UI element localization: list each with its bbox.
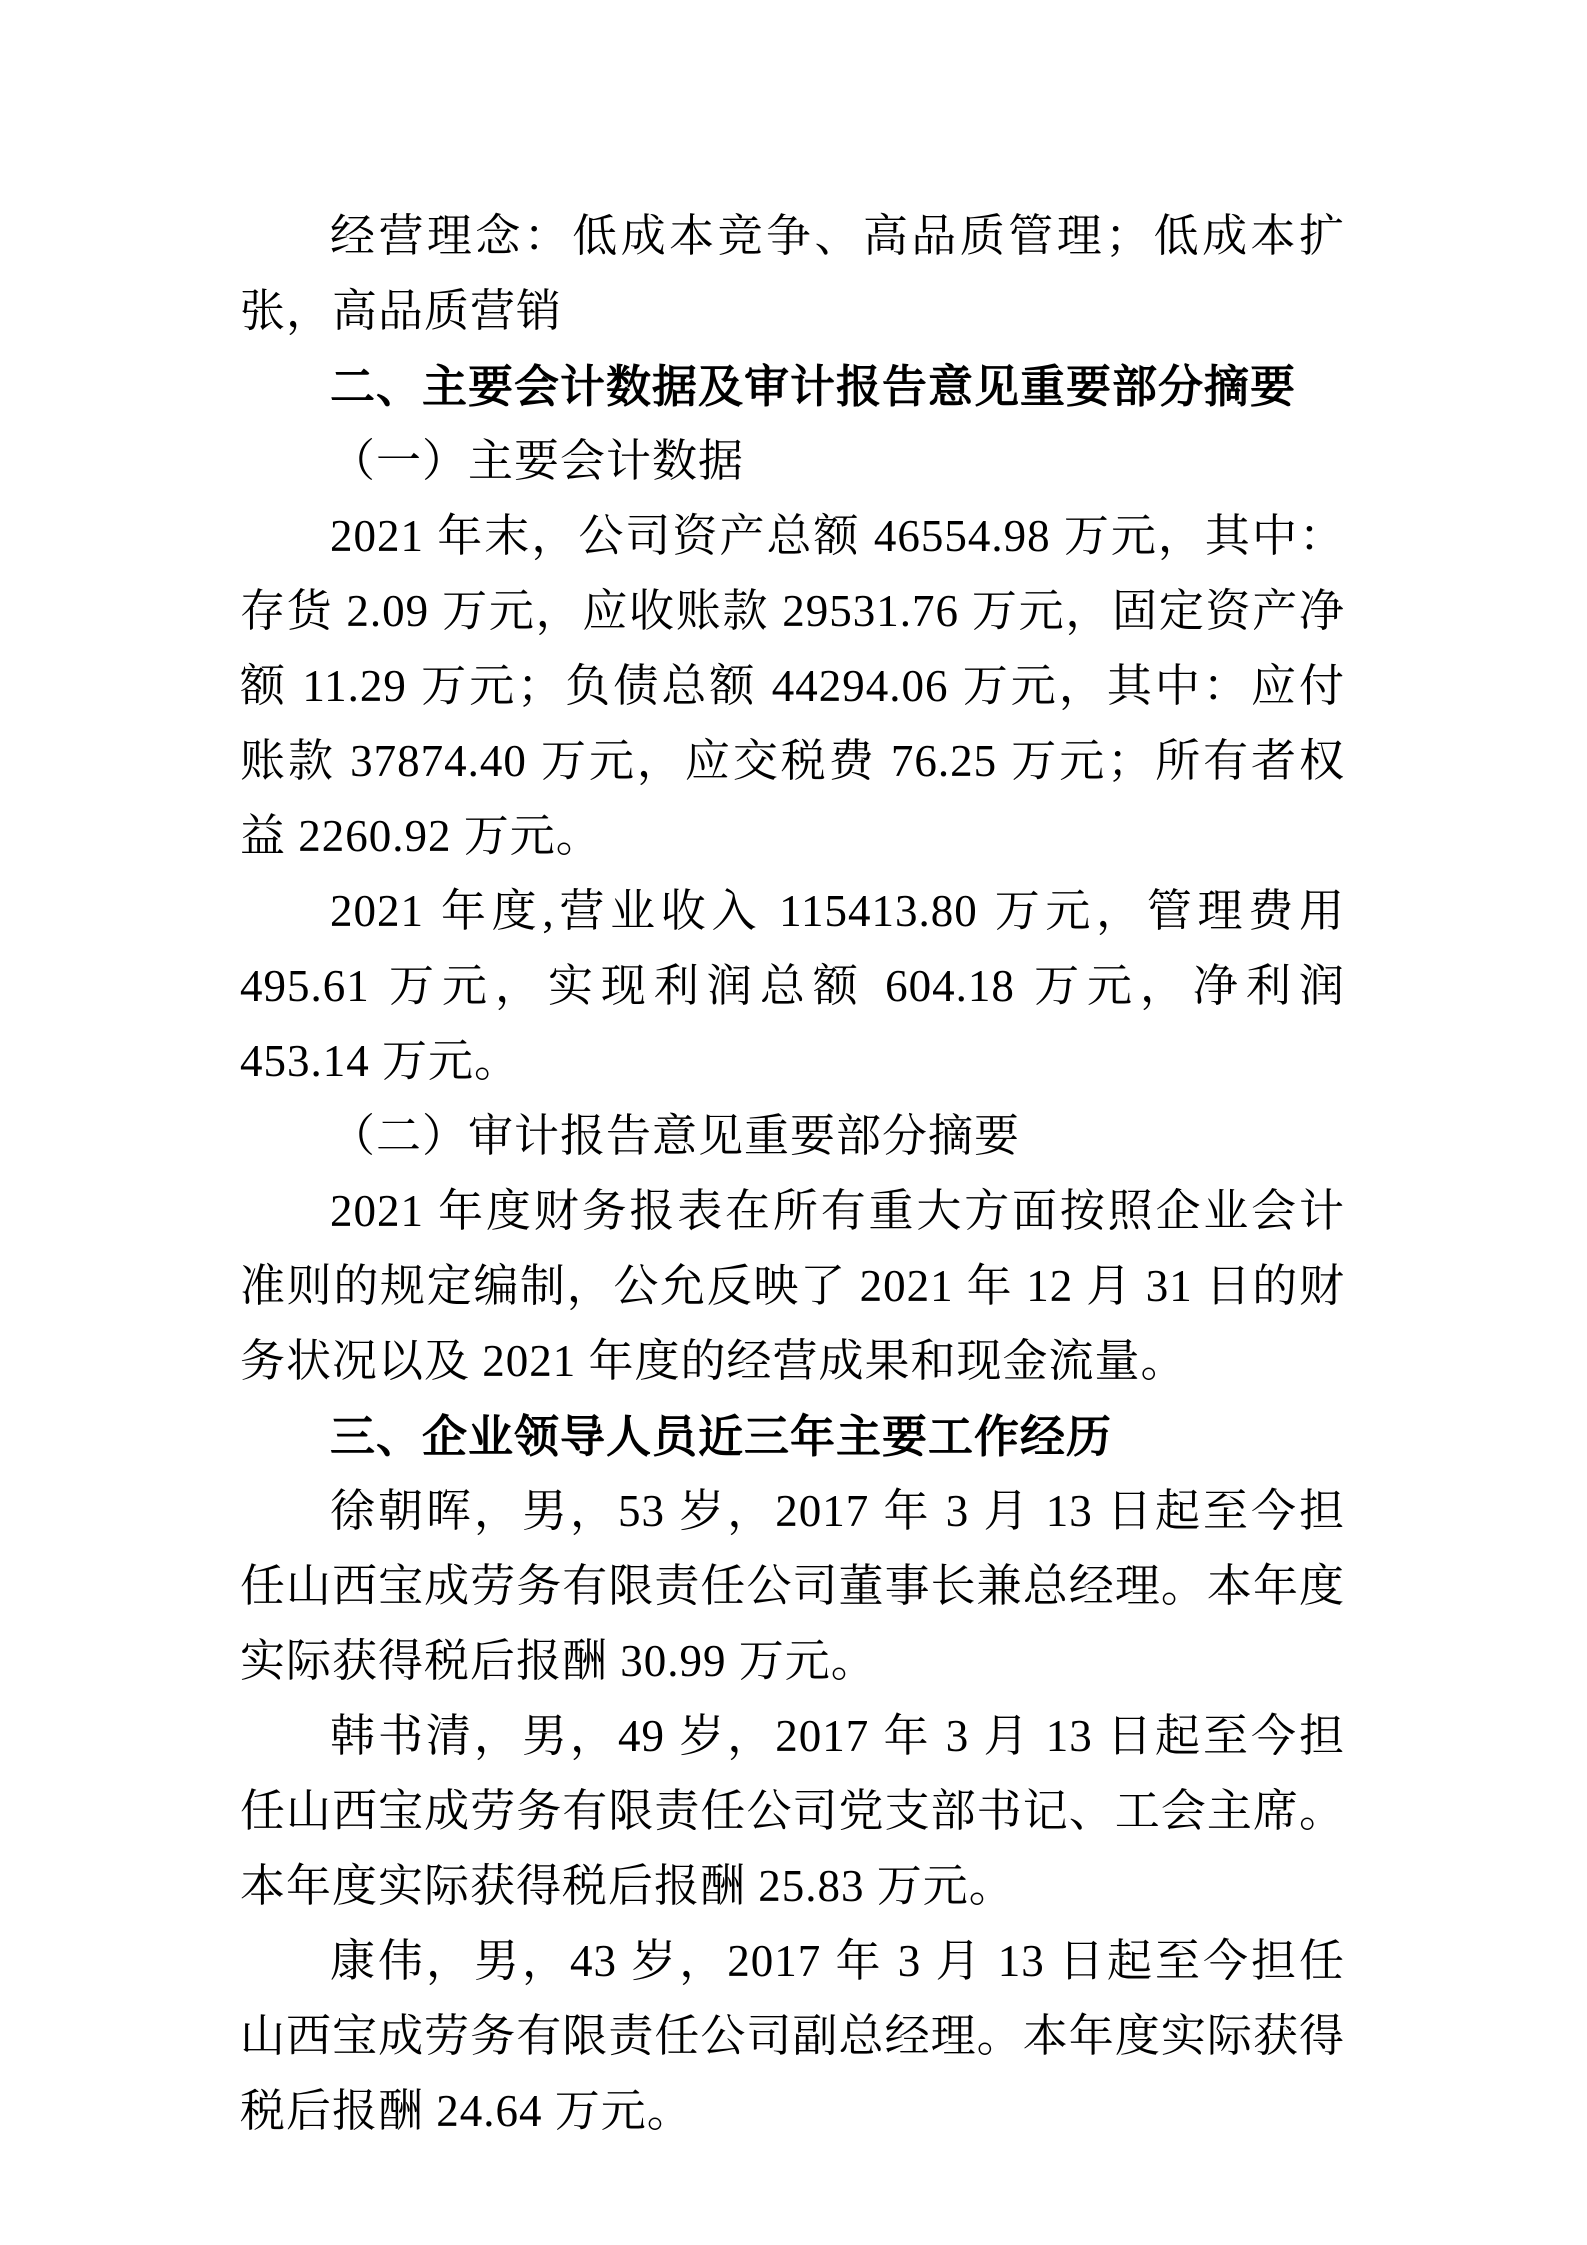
para-leader-han-shuqing: 韩书清，男，49 岁，2017 年 3 月 13 日起至今担任山西宝成劳务有限责任公司党支部书记、工会主席。本年度实际获得税后报酬 25.83 万元。 [240, 1711, 1345, 1911]
para-operating-philosophy: 经营理念：低成本竞争、高品质管理；低成本扩张，高品质营销 [240, 211, 1345, 336]
subheading-main-accounting-data: （一）主要会计数据 [330, 436, 745, 486]
para-leader-xu-zhaohui: 徐朝晖，男，53 岁，2017 年 3 月 13 日起至今担任山西宝成劳务有限责任公司董事长兼总经理。本年度实际获得税后报酬 30.99 万元。 [240, 1486, 1345, 1686]
document-body [240, 199, 1345, 2149]
para-audit-opinion: 2021 年度财务报表在所有重大方面按照企业会计准则的规定编制，公允反映了 2021 年 12 月 31 日的财务状况以及 2021 年度的经营成果和现金流量。 [240, 1186, 1345, 1386]
heading-leadership-work-experience: 三、企业领导人员近三年主要工作经历 [330, 1411, 1113, 1462]
para-balance-sheet-data: 2021 年末，公司资产总额 46554.98 万元，其中：存货 2.09 万元，应收账款 29531.76 万元，固定资产净额 11.29 万元；负债总额 44294.06 万元，其中：应付账款 37874.40 万元，应交税费 76.25 万元；所有者权益 2260.92 万元。 [240, 511, 1345, 861]
para-leader-kang-wei: 康伟，男，43 岁，2017 年 3 月 13 日起至今担任山西宝成劳务有限责任公司副总经理。本年度实际获得税后报酬 24.64 万元。 [240, 1936, 1345, 2136]
subheading-audit-opinion-summary: （二）审计报告意见重要部分摘要 [330, 1111, 1021, 1161]
para-income-statement-data: 2021 年度,营业收入 115413.80 万元，管理费用 495.61 万元，实现利润总额 604.18 万元，净利润 453.14 万元。 [240, 886, 1345, 1086]
heading-accounting-data-and-audit: 二、主要会计数据及审计报告意见重要部分摘要 [330, 361, 1297, 412]
